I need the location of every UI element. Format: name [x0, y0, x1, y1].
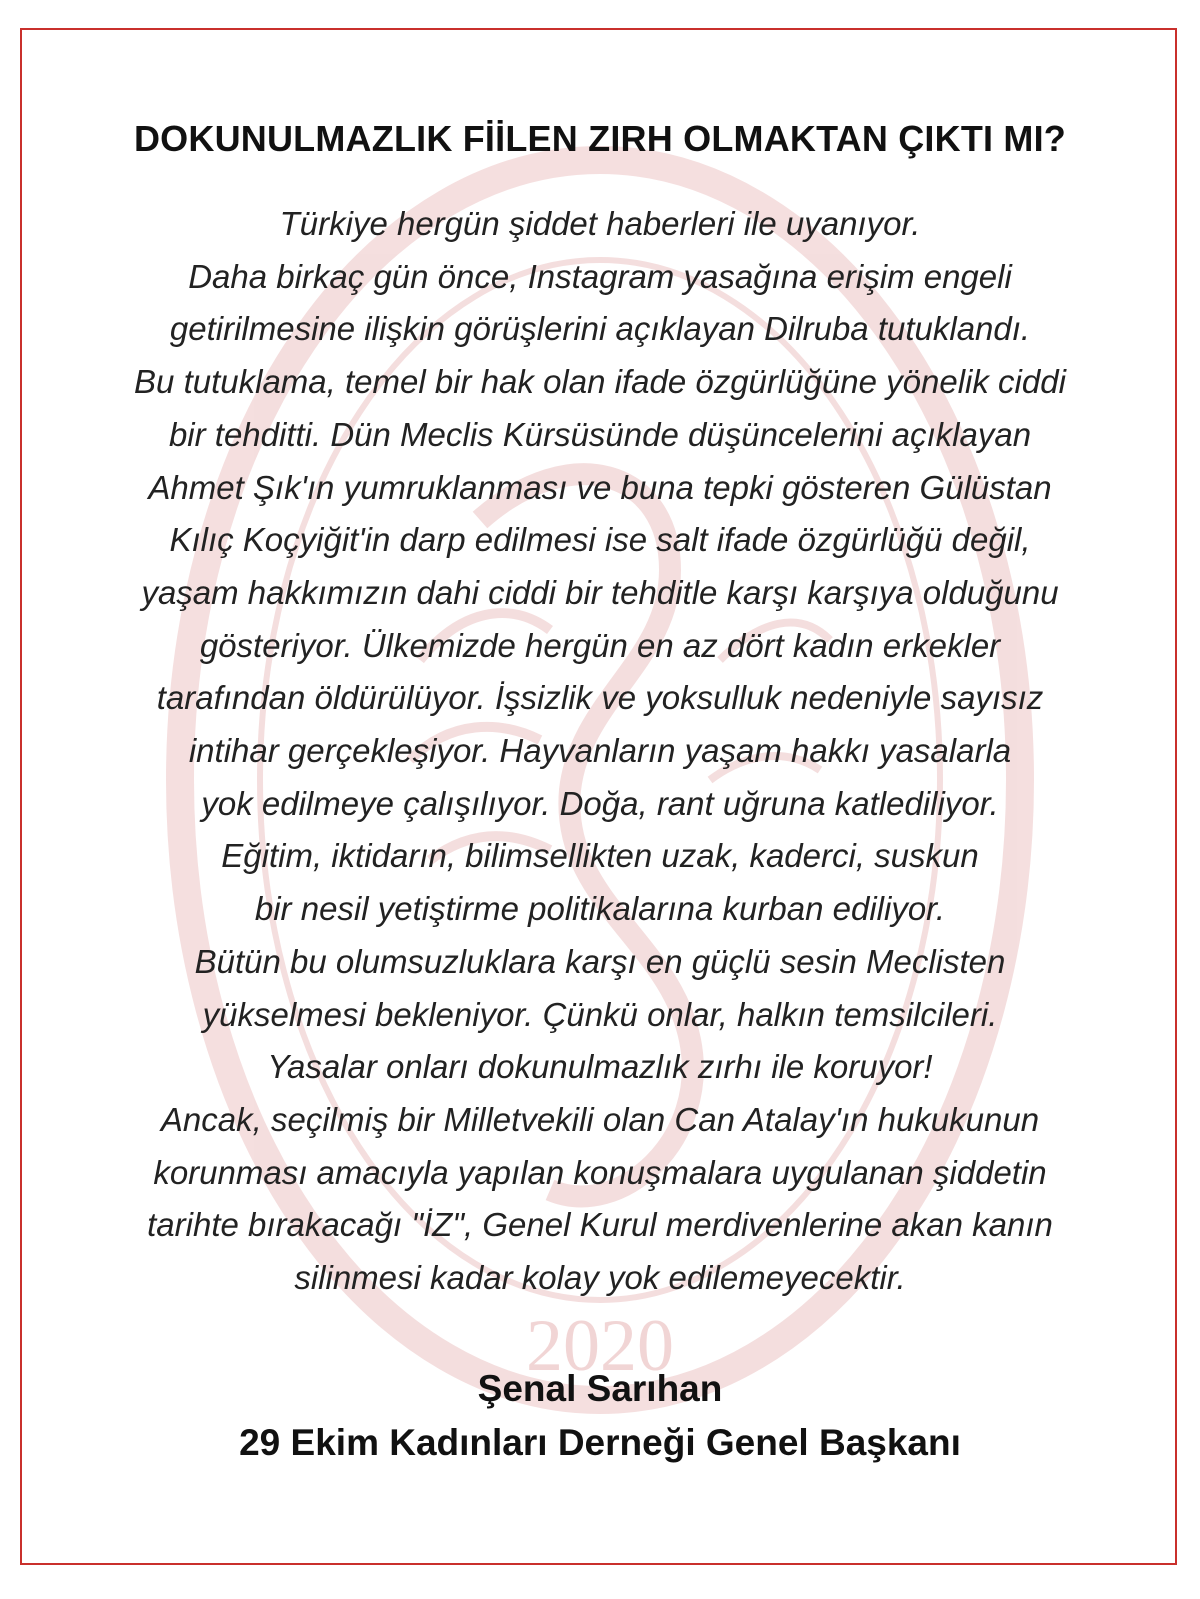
body-line: bir nesil yetiştirme politikalarına kurban ediliyor.	[254, 890, 946, 928]
body-line: yaşam hakkımızın dahi ciddi bir tehditle karşı karşıya olduğunu	[141, 573, 1059, 611]
body-line: tarafından öldürülüyor. İşsizlik ve yoksulluk nedeniyle sayısız	[156, 679, 1044, 717]
body-line: Bu tutuklama, temel bir hak olan ifade özgürlüğüne yönelik ciddi	[134, 363, 1066, 401]
document-title: DOKUNULMAZLIK FİİLEN ZIRH OLMAKTAN ÇIKTI MI?	[133, 118, 1066, 159]
document-body	[40, 198, 1160, 1305]
body-line: intihar gerçekleşiyor. Hayvanların yaşam hakkı yasalarla	[188, 732, 1012, 770]
signature-title: 29 Ekim Kadınları Derneği Genel Başkanı	[239, 1422, 961, 1463]
body-line: Daha birkaç gün önce, Instagram yasağına erişim engeli	[188, 257, 1012, 295]
body-line: Ahmet Şık'ın yumruklanması ve buna tepki gösteren Gülüstan	[148, 468, 1052, 506]
body-line: Yasalar onları dokunulmazlık zırhı ile koruyor!	[267, 1048, 933, 1086]
body-line: getirilmesine ilişkin görüşlerini açıklayan Dilruba tutuklandı.	[169, 310, 1031, 348]
body-line: yükselmesi bekleniyor. Çünkü onlar, halkın temsilcileri.	[202, 995, 998, 1033]
body-line: tarihte bırakacağı "İZ", Genel Kurul merdivenlerine akan kanın	[147, 1206, 1053, 1244]
body-line: bir tehditti. Dün Meclis Kürsüsünde düşüncelerini açıklayan	[168, 415, 1032, 453]
body-line: Ancak, seçilmiş bir Milletvekili olan Can Atalay'ın hukukunun	[160, 1100, 1040, 1138]
watermark-year: 2020	[526, 1305, 674, 1387]
body-line: korunması amacıyla yapılan konuşmalara uygulanan şiddetin	[153, 1153, 1047, 1191]
body-line: Türkiye hergün şiddet haberleri ile uyanıyor.	[279, 205, 921, 242]
body-line: Bütün bu olumsuzluklara karşı en güçlü sesin Meclisten	[194, 942, 1006, 980]
body-line: Kılıç Koçyiğit'in darp edilmesi ise salt ifade özgürlüğü değil,	[169, 521, 1031, 559]
body-line: gösteriyor. Ülkemizde hergün en az dört kadın erkekler	[199, 626, 1001, 664]
body-line: Eğitim, iktidarın, bilimsellikten uzak, kaderci, suskun	[221, 837, 979, 875]
signature-block	[0, 1362, 1200, 1470]
body-line: silinmesi kadar kolay yok edilemeyecektir.	[294, 1259, 906, 1297]
body-line: yok edilmeye çalışılıyor. Doğa, rant uğruna katlediliyor.	[201, 784, 999, 822]
signature-name: Şenal Sarıhan	[477, 1368, 723, 1409]
